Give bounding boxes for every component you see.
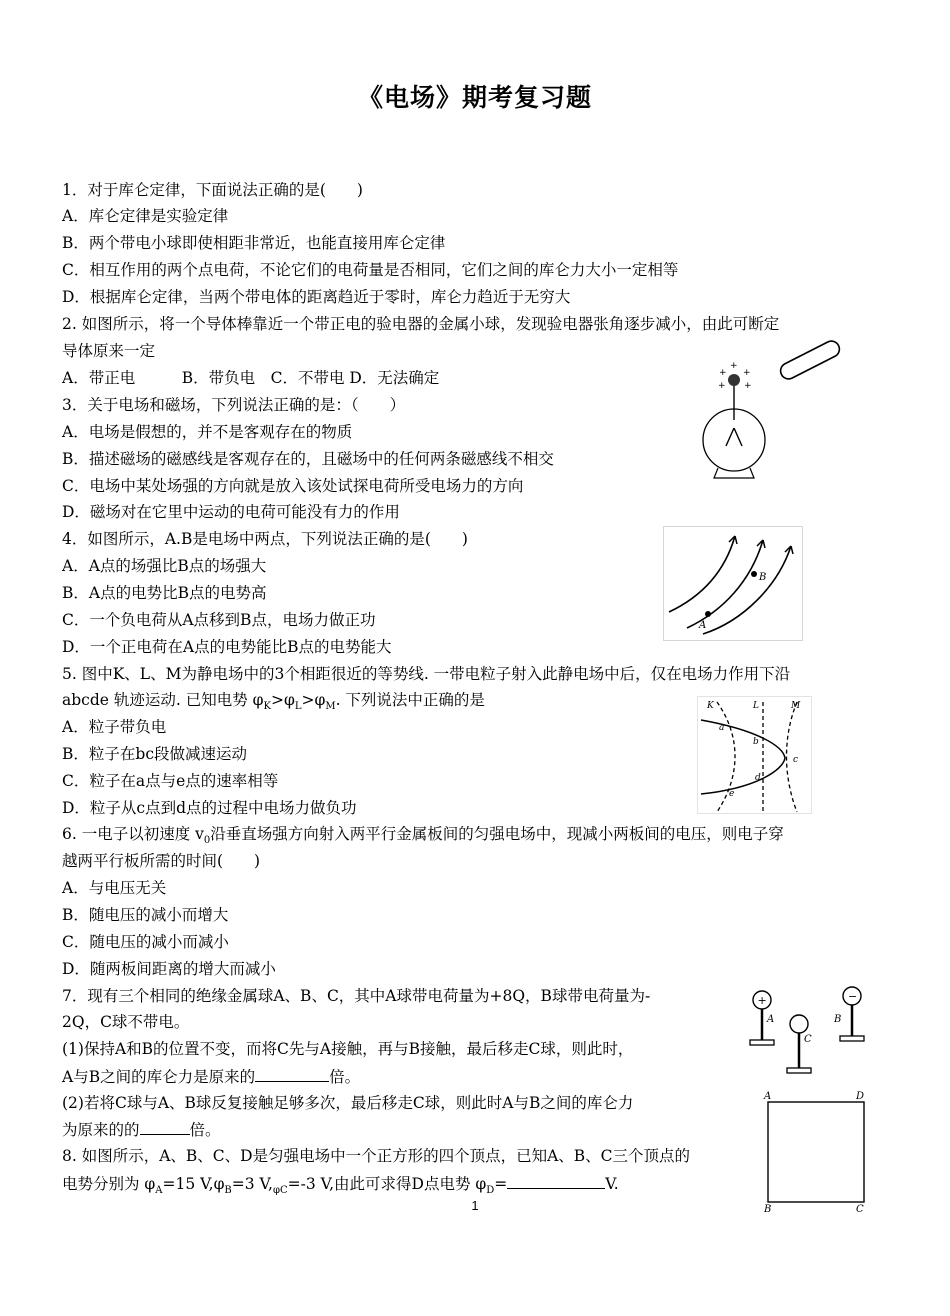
svg-text:+: + <box>744 381 752 391</box>
q2-stem-line1: 2. 如图所示，将一个导体棒靠近一个带正电的验电器的金属小球，发现验电器张角逐步减小，由此可断定 <box>62 315 780 333</box>
q6-option-a: A．与电压无关 <box>62 879 167 897</box>
q5-option-d: D．粒子从c点到d点的过程中电场力做负功 <box>62 799 357 817</box>
conductor-rod <box>778 340 842 382</box>
q7-stem-line1: 7．现有三个相同的绝缘金属球A、B、C，其中A球带电荷量为+8Q，B球带电荷量为- <box>62 987 651 1005</box>
q7-stem-line2: 2Q，C球不带电。 <box>62 1013 190 1031</box>
q1-option-a: A．库仑定律是实验定律 <box>62 207 229 225</box>
q7-part1-line1: (1)保持A和B的位置不变，而将C先与A接触，再与B接触，最后移走C球，则此时， <box>62 1040 634 1058</box>
q2-stem-line2: 导体原来一定 <box>62 342 156 360</box>
sphere-a <box>750 991 774 1045</box>
svg-text:L: L <box>753 701 759 711</box>
svg-text:+: + <box>757 994 767 1007</box>
q7-part2-line2: 为原来的的 倍。 <box>62 1121 221 1139</box>
svg-text:d: d <box>755 773 761 783</box>
q5-option-a: A．粒子带负电 <box>62 718 167 736</box>
svg-text:A: A <box>767 1014 775 1025</box>
q5-stem-line1: 5. 图中K、L、M为静电场中的3个相距很近的等势线. 一带电粒子射入此静电场中后，仅在电场力作用下沿 <box>62 665 791 683</box>
q6-option-c: C．随电压的减小而减小 <box>62 933 229 951</box>
q5-option-b: B．粒子在bc段做减速运动 <box>62 745 247 763</box>
svg-text:M: M <box>791 701 801 711</box>
svg-text:b: b <box>753 737 759 747</box>
field-line-2 <box>687 540 763 628</box>
q5-stem-line2: abcde 轨迹运动. 已知电势 $\varphi_K>\varphi_L>\varphi_M$. 下列说法中正确的是 <box>62 691 485 713</box>
svg-text:A: A <box>699 620 707 631</box>
svg-text:C: C <box>856 1204 864 1214</box>
svg-text:+: + <box>743 368 751 378</box>
page-title: 《电场》期考复习题 <box>357 83 592 112</box>
svg-text:B: B <box>764 1204 772 1214</box>
q6-option-d: D．随两板间距离的增大而减小 <box>62 960 276 978</box>
square-abcd <box>768 1102 864 1202</box>
q4-option-c: C．一个负电荷从A点移到B点，电场力做正功 <box>62 611 376 629</box>
svg-text:−: − <box>848 990 858 1003</box>
particle-trajectory <box>701 720 785 794</box>
svg-text:+: + <box>719 368 727 378</box>
q3-option-a: A．电场是假想的，并不是客观存在的物质 <box>62 423 353 441</box>
electroscope-leaves <box>726 428 742 446</box>
square-figure <box>760 1088 872 1214</box>
q1-option-c: C．相互作用的两个点电荷，不论它们的电荷量是否相同，它们之间的库仑力大小一定相等 <box>62 261 679 279</box>
svg-text:A: A <box>764 1091 772 1102</box>
svg-text:B: B <box>759 572 767 583</box>
svg-text:e: e <box>729 789 735 799</box>
q4-stem: 4．如图所示，A.B是电场中两点，下列说法正确的是( ) <box>62 530 468 548</box>
q8-stem-line2: 电势分别为 $\varphi_A=15$ $V,\varphi_B=3$ $V,_{\varphi C}=-3$ V,由此可求得D点电势 $\varphi_D= V$. <box>62 1175 619 1197</box>
page-number: 1 <box>471 1198 479 1213</box>
q7-part2-line1: (2)若将C球与A、B球反复接触足够多次，最后移走C球，则此时A与B之间的库仑力 <box>62 1094 634 1112</box>
q3-stem: 3．关于电场和磁场，下列说法正确的是：（ ） <box>62 396 406 414</box>
svg-text:+: + <box>730 361 738 371</box>
q1-option-d: D．根据库仑定律，当两个带电体的距离趋近于零时，库仑力趋近于无穷大 <box>62 288 571 306</box>
q5-option-c: C．粒子在a点与e点的速率相等 <box>62 772 279 790</box>
q7-part1-line2: A与B之间的库仑力是原来的 倍。 <box>62 1068 361 1086</box>
q2-options: A．带正电 B．带负电 C．不带电 D．无法确定 <box>62 369 440 387</box>
q3-option-b: B．描述磁场的磁感线是客观存在的，且磁场中的任何两条磁感线不相交 <box>62 450 554 468</box>
three-spheres-figure <box>742 980 872 1082</box>
q1-option-b: B．两个带电小球即使相距非常近，也能直接用库仑定律 <box>62 234 446 252</box>
q1-stem: 1．对于库仑定律，下面说法正确的是( ) <box>62 181 363 199</box>
svg-text:+: + <box>718 381 726 391</box>
q4-option-a: A．A点的场强比B点的场强大 <box>62 557 267 575</box>
q6-option-b: B．随电压的减小而增大 <box>62 906 229 924</box>
q8-answer-blank[interactable] <box>507 1173 605 1189</box>
q4-option-b: B．A点的电势比B点的电势高 <box>62 584 267 602</box>
q3-option-d: D．磁场对在它里中运动的电荷可能没有力的作用 <box>62 503 400 521</box>
electroscope-figure <box>690 340 860 485</box>
point-a <box>705 611 711 617</box>
svg-text:C: C <box>804 1034 812 1045</box>
svg-text:K: K <box>707 701 714 711</box>
svg-text:B: B <box>834 1014 842 1025</box>
field-lines-figure <box>663 526 803 641</box>
sphere-b <box>833 987 864 1041</box>
sphere-c <box>787 1015 812 1073</box>
q3-option-c: C．电场中某处场强的方向就是放入该处试探电荷所受电场力的方向 <box>62 477 524 495</box>
svg-text:c: c <box>793 755 799 765</box>
field-line-1 <box>669 536 735 612</box>
q7-part2-answer-blank[interactable] <box>140 1119 190 1135</box>
q4-option-d: D．一个正电荷在A点的电势能比B点的电势能大 <box>62 638 392 656</box>
q6-stem-line2: 越两平行板所需的时间( ) <box>62 852 261 870</box>
q6-stem-line1: 6. 一电子以初速度 $v_0$沿垂直场强方向射入两平行金属板间的匀强电场中，现减小两板间的电压，则电子穿 <box>62 825 784 847</box>
field-line-3 <box>703 546 791 634</box>
q7-part1-answer-blank[interactable] <box>255 1066 329 1082</box>
equipotential-figure <box>697 696 812 814</box>
metal-ball <box>728 374 740 386</box>
point-b <box>751 571 757 577</box>
svg-text:D: D <box>856 1091 865 1102</box>
svg-text:a: a <box>719 723 725 733</box>
q8-stem-line1: 8. 如图所示，A、B、C、D是匀强电场中一个正方形的四个顶点，已知A、B、C三个顶点的 <box>62 1147 691 1165</box>
